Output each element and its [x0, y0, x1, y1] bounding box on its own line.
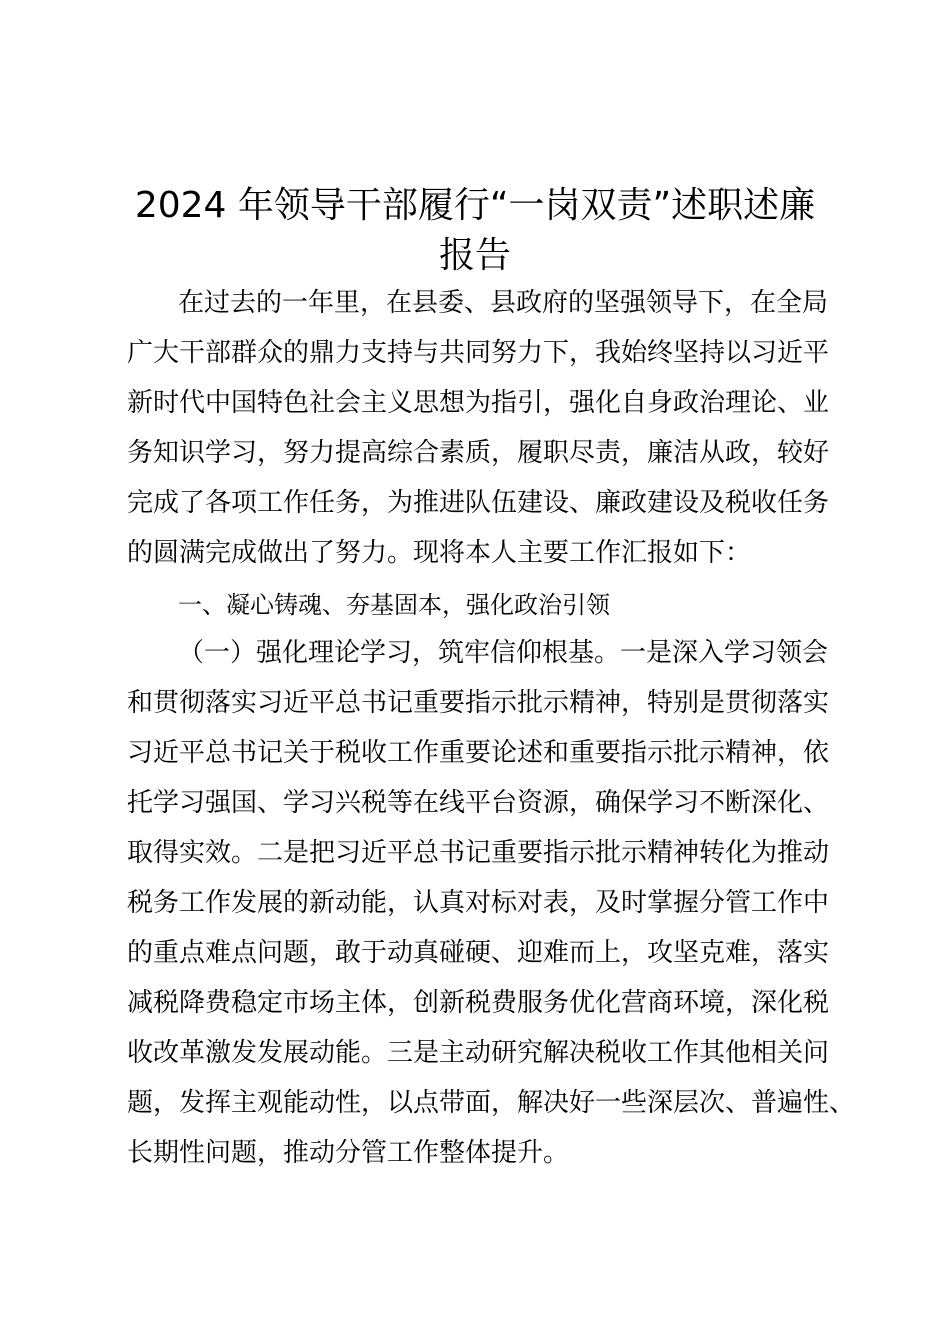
paragraph-line: 取得实效。二是把习近平总书记重要指示批示精神转化为推动: [127, 838, 830, 868]
section-heading: 一、凝心铸魂、夯基固本，强化政治引领: [178, 591, 610, 619]
paragraph-line: 税务工作发展的新动能，认真对标对表，及时掌握分管工作中: [127, 888, 830, 918]
paragraph-line: 务知识学习，努力提高综合素质，履职尽责，廉洁从政，较好: [127, 438, 830, 468]
paragraph-line: 长期性问题，推动分管工作整体提升。: [127, 1138, 570, 1168]
paragraph-line: 减税降费稳定市场主体，创新税费服务优化营商环境，深化税: [127, 988, 830, 1018]
paragraph-line: 题，发挥主观能动性，以点带面，解决好一些深层次、普遍性、: [127, 1088, 856, 1118]
paragraph-line: 习近平总书记关于税收工作重要论述和重要指示批示精神，依: [127, 738, 830, 768]
paragraph-line: （一）强化理论学习，筑牢信仰根基。一是深入学习领会: [178, 638, 829, 668]
paragraph-line: 的圆满完成做出了努力。现将本人主要工作汇报如下：: [127, 538, 752, 568]
paragraph-line: 托学习强国、学习兴税等在线平台资源，确保学习不断深化、: [127, 788, 830, 818]
document-title-line-2: 报告: [438, 235, 511, 276]
document-title-line-1: 2024 年领导干部履行“一岗双责”述职述廉: [134, 185, 816, 226]
paragraph-line: 完成了各项工作任务，为推进队伍建设、廉政建设及税收任务: [127, 488, 830, 518]
paragraph-line: 在过去的一年里，在县委、县政府的坚强领导下，在全局: [178, 288, 829, 318]
paragraph-line: 新时代中国特色社会主义思想为指引，强化自身政治理论、业: [127, 388, 830, 418]
paragraph-line: 收改革激发发展动能。三是主动研究解决税收工作其他相关问: [127, 1038, 830, 1068]
paragraph-line: 和贯彻落实习近平总书记重要指示批示精神，特别是贯彻落实: [127, 688, 830, 718]
paragraph-line: 广大干部群众的鼎力支持与共同努力下，我始终坚持以习近平: [127, 338, 830, 368]
paragraph-line: 的重点难点问题，敢于动真碰硬、迎难而上，攻坚克难，落实: [127, 938, 830, 968]
